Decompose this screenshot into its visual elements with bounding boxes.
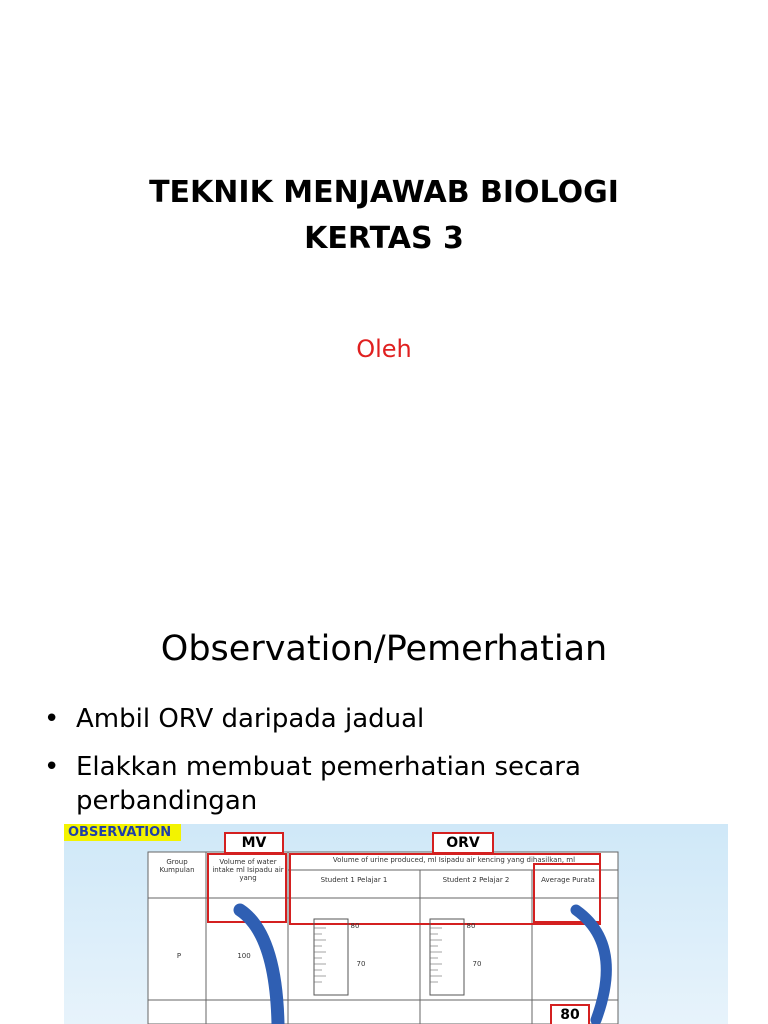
table-lines-graphic: [64, 824, 728, 1024]
header-average: Average Purata: [541, 876, 595, 884]
bullet-text: Ambil ORV daripada jadual: [76, 704, 425, 734]
reading-top-2: 80: [466, 922, 476, 930]
header-volume: Volume of water intake ml Isipadu air yang: [212, 858, 284, 882]
title-line-2: KERTAS 3: [304, 221, 464, 256]
mv-tag: MV: [224, 832, 284, 854]
bullet-icon: •: [44, 752, 60, 782]
bullet-item: [44, 750, 744, 818]
header-student-2: Student 2 Pelajar 2: [442, 876, 510, 884]
observation-figure: [64, 824, 728, 1024]
header-urine: Volume of urine produced, ml Isipadu air kencing yang dihasilkan, ml: [332, 856, 576, 864]
bullet-icon: •: [44, 704, 60, 734]
bullet-text: Elakkan membuat pemerhatian secara perbandingan: [76, 752, 581, 816]
observation-label: OBSERVATION: [64, 824, 181, 841]
orv-tag: ORV: [432, 832, 494, 854]
bullet-list: [44, 702, 744, 832]
reading-bottom-2: 70: [472, 960, 482, 968]
slide-subtitle: Oleh: [356, 335, 412, 363]
header-group: Group Kumpulan: [159, 858, 195, 874]
result-tag: 80: [550, 1004, 590, 1024]
reading-bottom-1: 70: [356, 960, 366, 968]
bullet-item: [44, 702, 744, 736]
cell-volume: 100: [237, 952, 251, 960]
slide-title: Observation/Pemerhatian: [160, 629, 608, 669]
reading-top-1: 80: [350, 922, 360, 930]
header-student-1: Student 1 Pelajar 1: [320, 876, 388, 884]
cell-group: P: [176, 952, 182, 960]
slide-title: [0, 170, 768, 262]
content-slide: [0, 512, 768, 1024]
title-line-1: TEKNIK MENJAWAB BIOLOGI: [149, 175, 619, 210]
